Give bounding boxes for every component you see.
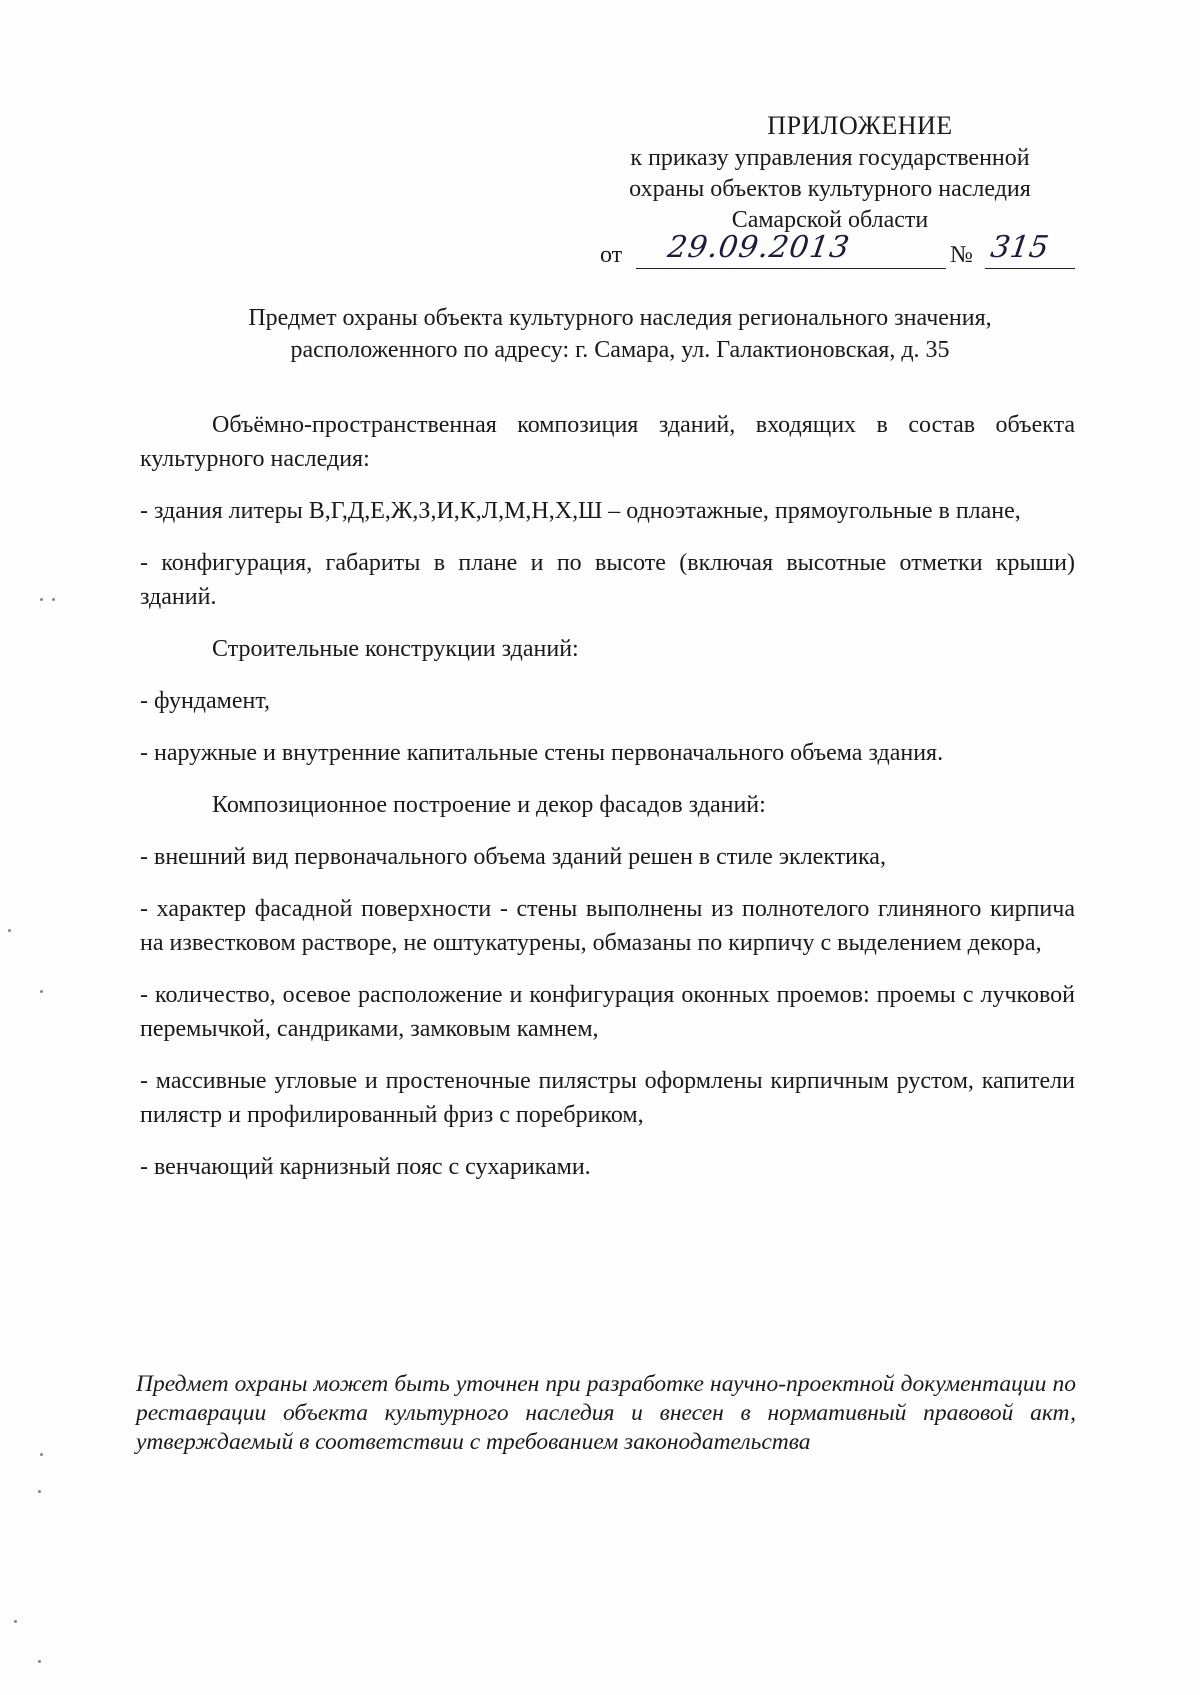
number-label: №	[950, 242, 973, 268]
scan-speck	[52, 598, 55, 601]
paragraph-facade-decor: Композиционное построение и декор фасадов зданий:	[212, 792, 766, 818]
appendix-header	[590, 110, 1070, 236]
scan-speck	[8, 929, 11, 932]
list-item-window-openings: - количество, осевое расположение и конфигурация оконных проемов: проемы с лучковой перемычкой, сандриками, замковым камнем,	[140, 982, 1075, 1042]
scan-speck	[38, 1490, 41, 1493]
list-item-style: - внешний вид первоначального объема зданий решен в стиле эклектика,	[140, 844, 886, 870]
order-number-handwritten: 315	[988, 230, 1051, 265]
document-body	[140, 408, 1075, 1202]
order-date-handwritten: 29.09.2013	[665, 230, 853, 265]
order-date-field	[636, 230, 946, 269]
list-item-buildings: - здания литеры В,Г,Д,Е,Ж,З,И,К,Л,М,Н,Х,Ш – одноэтажные, прямоугольные в плане,	[140, 498, 1021, 524]
list-item-cornice: - венчающий карнизный пояс с сухариками.	[140, 1154, 591, 1180]
scan-speck	[40, 990, 43, 993]
heading-line-2: расположенного по адресу: г. Самара, ул. Галактионовская, д. 35	[290, 337, 950, 363]
list-item-foundation: - фундамент,	[140, 688, 271, 714]
from-label: от	[600, 242, 623, 268]
paragraph-structures: Строительные конструкции зданий:	[212, 636, 579, 662]
scan-speck	[38, 1660, 41, 1663]
list-item-walls: - наружные и внутренние капитальные стены первоначального объема здания.	[140, 740, 944, 766]
heading-line-1: Предмет охраны объекта культурного наследия регионального значения,	[248, 305, 992, 331]
appendix-line-2: охраны объектов культурного наследия	[629, 176, 1031, 202]
order-date-number-line	[600, 230, 1075, 276]
order-number-field	[985, 230, 1075, 269]
appendix-title: ПРИЛОЖЕНИЕ	[767, 111, 953, 140]
list-item-configuration: - конфигурация, габариты в плане и по высоте (включая высотные отметки крыши) зданий.	[140, 550, 1075, 610]
scan-speck	[40, 1453, 43, 1456]
document-heading	[150, 302, 1090, 366]
scan-speck	[14, 1620, 17, 1623]
paragraph-volume-composition: Объёмно-пространственная композиция зданий, входящих в состав объекта культурного наследия:	[140, 412, 1075, 472]
appendix-line-3: Самарской области	[731, 207, 929, 233]
list-item-facade-surface: - характер фасадной поверхности - стены выполнены из полнотелого глиняного кирпича на известковом растворе, не оштукатурены, обмазаны по кирпичу с выделением декора,	[140, 896, 1075, 956]
closing-note: Предмет охраны может быть уточнен при разработке научно-проектной документации по реставрации объекта культурного наследия и внесен в нормативный правовой акт, утверждаемый в соответствии с требованием законодательства	[136, 1371, 1076, 1455]
appendix-line-1: к приказу управления государственной	[630, 145, 1030, 171]
list-item-pilasters: - массивные угловые и простеночные пилястры оформлены кирпичным рустом, капители пилястр и профилированный фриз с поребриком,	[140, 1068, 1075, 1128]
scan-speck	[40, 598, 43, 601]
